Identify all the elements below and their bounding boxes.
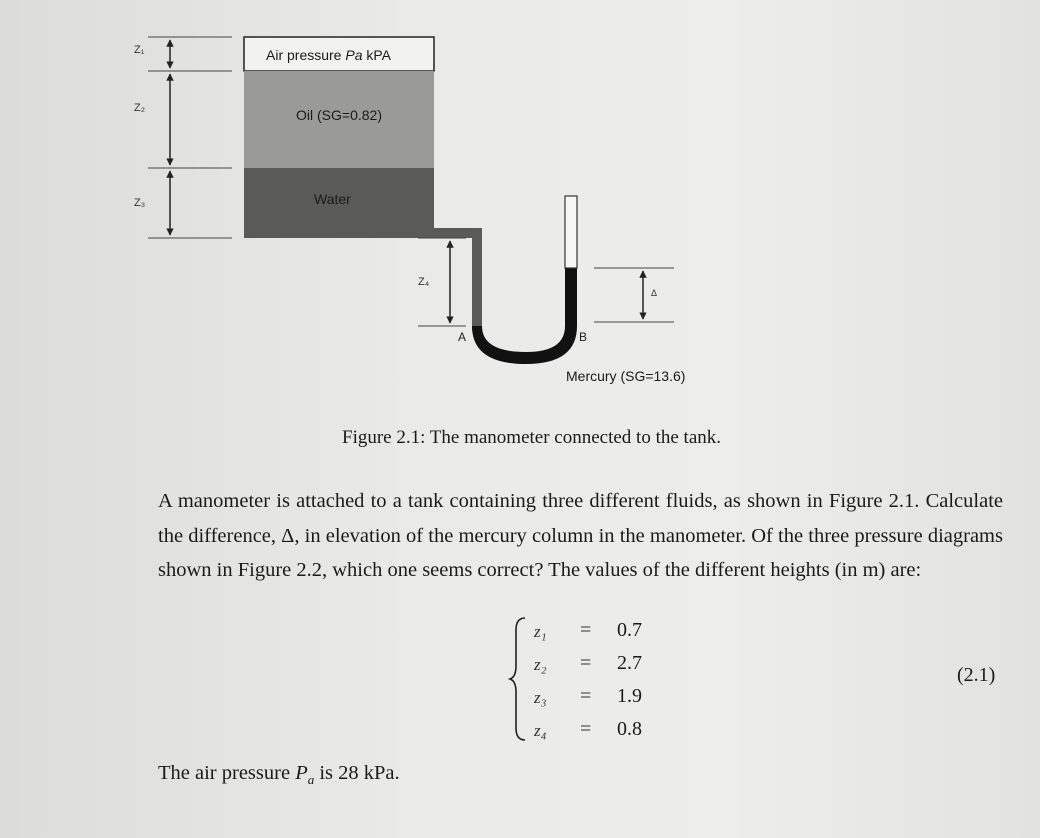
eq-var-z2: z₂ [534,655,547,674]
eq-val-z1: 0.7 [617,619,642,641]
problem-statement: A manometer is attached to a tank containing three different fluids, as shown in Figure 2.1. Calculate the difference, Δ, in elevation of the mercury column in the manometer. Of the three pressure diagrams shown in Figure 2.2, which one seems correct? The values of the different heights (in m) are: [158,490,1003,581]
equation-brace [508,616,528,742]
oil-label: Oil (SG=0.82) [296,107,382,123]
eq-var-z3: z₃ [534,688,547,707]
point-b-label: B [579,330,588,344]
water-label: Water [314,191,351,207]
air-pressure-statement: The air pressure $P_a$ is 28 kPa. [158,762,400,788]
z3-label: Z₃ [134,197,146,209]
eq-val-z4: 0.8 [617,718,642,740]
figure-caption: Figure 2.1: The manometer connected to the tank. [342,427,722,448]
z2-label: Z₂ [134,102,145,114]
mercury-label: Mercury (SG=13.6) [566,368,686,384]
equation-number: (2.1) [957,664,996,686]
z4-label: Z₄ [418,276,430,288]
manometer-figure [0,0,1040,400]
manometer-open-column [565,196,577,268]
delta-label: Δ [651,288,658,298]
point-a-label: A [458,330,467,344]
eq-var-z4: z₄ [534,721,547,740]
eq-sign-3: = [580,685,592,707]
eq-sign-4: = [580,718,592,740]
eq-val-z2: 2.7 [617,652,642,674]
z1-label: Z₁ [134,44,145,56]
connecting-pipe [434,228,482,330]
eq-sign-1: = [580,619,592,641]
eq-val-z3: 1.9 [617,685,642,707]
eq-sign-2: = [580,652,592,674]
mercury-u-tube [472,268,577,364]
air-pressure-tank-label: Air pressure Pa kPA [266,47,392,63]
eq-var-z1: z₁ [534,622,547,641]
